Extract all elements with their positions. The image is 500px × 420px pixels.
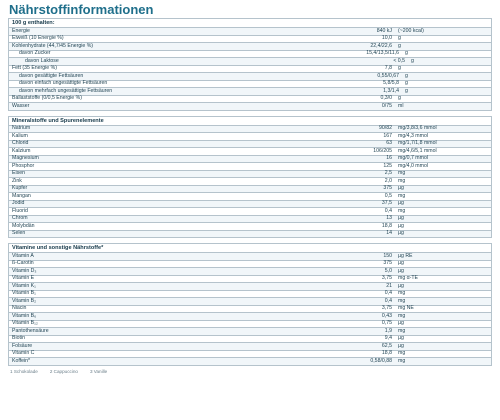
nutrient-unit: mg [398,177,406,184]
nutrient-label: Jodid [12,200,25,206]
section-heading: Mineralstoffe und Spurenelemente [9,117,491,126]
page-title: Nährstoffinformationen [9,2,154,17]
section-heading: 100 g enthalten: [9,19,491,28]
nutrient-value: 0,3/0 [380,95,392,101]
nutrient-label: Vitamin K₁ [12,282,36,289]
nutrient-label: Vitamin C [12,350,35,356]
nutrient-label: Niacin [12,305,27,311]
nutrient-label: Vitamin D₃ [12,267,37,274]
nutrient-unit: g [405,80,408,86]
nutrient-value: 0,4 [384,207,392,214]
nutrient-unit: µg [398,200,404,206]
nutrient-value: 10,0 [381,35,392,41]
nutrient-value: 0/75 [381,102,392,109]
nutrient-unit: mg [398,207,406,214]
nutrient-unit: g [405,87,408,94]
nutrient-value: 22,4/22,6 [370,42,392,49]
nutrient-value: 16 [386,155,392,161]
nutrient-unit: µg [398,222,404,229]
nutrient-value: 1,9 [384,327,392,334]
nutrient-unit: mg [398,312,406,319]
nutrient-label: Ballaststoffe (0/0,5 Energie %) [12,95,82,101]
nutrient-value: 63 [386,140,392,146]
nutrient-label: davon Zucker [19,50,51,56]
nutrient-value: 3,75 [381,275,392,281]
nutrient-label: Selen [12,230,26,236]
nutrient-label: Natrium [12,125,31,131]
nutrient-label: davon Laktose [25,57,59,64]
nutrient-label: Vitamin B₆ [12,312,37,319]
nutrient-value: 0,75 [381,320,392,326]
nutrient-unit: mg/4,0 mmol [398,162,428,169]
nutrient-value: 18,8 [381,350,392,356]
nutrient-unit: mg/3,8/3,6 mmol [398,125,437,131]
nutrient-label: Kalium [12,132,28,139]
nutrient-unit: mg [398,350,406,356]
nutrient-value: 0,5 [384,192,392,199]
nutrition-section [8,18,492,111]
nutrient-label: Fett (35 Energie %) [12,65,57,71]
nutrient-label: Magnesium [12,155,39,161]
table-row [9,231,491,239]
nutrient-value: 125 [383,162,392,169]
nutrient-value: 7,8 [384,65,392,71]
nutrient-label: davon mehrfach ungesättigte Fettsäuren [19,87,113,94]
section-heading: Vitamine und sonstige Nährstoffe* [9,244,491,253]
nutrient-unit: µg [398,282,404,289]
nutrient-unit: g [405,50,408,56]
nutrient-unit: µg [398,260,404,266]
nutrient-unit: µg [398,185,404,191]
nutrient-unit: mg [398,170,406,176]
nutrient-label: ß-Carotin [12,260,34,266]
nutrient-value: 90/82 [379,125,392,131]
nutrient-label: Vitamin A [12,252,34,259]
nutrition-section [8,116,492,239]
footer-legend-item: 3 Vanille [89,368,108,374]
nutrition-section [8,243,492,366]
table-row [9,358,491,366]
nutrient-unit: mg/0,7 mmol [398,155,428,161]
nutrient-label: Folsäure [12,342,33,349]
nutrient-value: 840 kJ [376,27,392,34]
nutrient-value: 18,8 [381,222,392,229]
nutrient-label: Vitamin B₁₂ [12,320,38,326]
nutrient-label: Energie [12,27,30,34]
nutrient-label: Eisen [12,170,25,176]
nutrient-unit: g [398,95,401,101]
nutrient-value: 0,58/0,88 [370,357,392,364]
footer-legend-item: 1 Schokolade [10,368,38,374]
nutrient-label: Vitamin B₁ [12,290,36,296]
nutrient-value: 2,5 [384,170,392,176]
nutrient-label: Wasser [12,102,30,109]
table-row [9,103,491,111]
nutrient-unit: µg RE [398,252,413,259]
nutrient-unit: mg/4,6/5,1 mmol [398,147,437,154]
nutrient-value: 5,0 [384,267,392,274]
nutrient-label: Eiweiß (10 Energie %) [12,35,64,41]
nutrient-value: 106/205 [373,147,392,154]
nutrient-value: 15,4/13,5/11,6 [366,50,399,56]
nutrient-label: Biotin [12,335,25,341]
nutrient-label: Chrom [12,215,28,221]
nutrient-unit: µg [398,342,404,349]
nutrient-unit: (~200 kcal) [398,27,424,34]
nutrient-unit: mg [398,357,406,364]
nutrient-unit: mg/4,3 mmol [398,132,428,139]
nutrient-label: Zink [12,177,22,184]
nutrient-unit: mg α-TE [398,275,419,281]
nutrient-value: 2,0 [384,177,392,184]
nutrient-unit: µg [398,320,404,326]
nutrient-value: 13 [386,215,392,221]
nutrient-unit: g [411,57,414,64]
nutrient-label: Phosphor [12,162,35,169]
nutrient-value: 0,43 [381,312,392,319]
nutrient-unit: µg [398,215,404,221]
nutrient-value: 5,8/5,8 [383,80,399,86]
nutrient-unit: ml [398,102,404,109]
nutrient-unit: mg [398,290,406,296]
nutrient-unit: g [398,35,401,41]
nutrient-label: Kupfer [12,185,28,191]
nutrient-value: 37,5 [381,200,392,206]
nutrient-label: davon einfach ungesättigte Fettsäuren [19,80,108,86]
nutrient-value: 167 [383,132,392,139]
nutrient-label: davon gesättigte Fettsäuren [19,72,84,79]
nutrient-label: Kohlenhydrate (44,7/45 Energie %) [12,42,94,49]
nutrient-value: 0,4 [384,290,392,296]
nutrient-value: 0,4 [384,297,392,304]
nutrient-unit: µg [398,267,404,274]
nutrient-unit: mg/1,7/1,8 mmol [398,140,437,146]
nutrient-value: 3,75 [381,305,392,311]
nutrient-label: Pantothensäure [12,327,49,334]
nutrient-unit: µg [398,335,404,341]
nutrient-unit: g [405,72,408,79]
nutrient-unit: mg [398,297,406,304]
nutrient-value: 0,55/0,67 [377,72,399,79]
nutrient-value: 375 [383,185,392,191]
nutrient-label: Molybdän [12,222,35,229]
footer-legend [8,369,492,374]
nutrient-value: < 0,5 [393,57,405,64]
nutrient-unit: mg [398,327,406,334]
nutrient-value: 62,5 [381,342,392,349]
footer-legend-item: 2 Cappuccino [49,368,78,374]
nutrient-unit: g [398,65,401,71]
nutrient-value: 9,4 [384,335,392,341]
nutrient-label: Mangan [12,192,31,199]
nutrient-unit: µg [398,230,404,236]
nutrient-label: Kalzium [12,147,31,154]
nutrient-label: Fluorid [12,207,28,214]
nutrient-label: Vitamin B₂ [12,297,37,304]
nutrient-value: 1,3/1,4 [383,87,399,94]
nutrient-label: Chlorid [12,140,29,146]
nutrient-value: 14 [386,230,392,236]
nutrient-unit: g [398,42,401,49]
nutrient-unit: mg NE [398,305,414,311]
nutrient-value: 150 [383,252,392,259]
nutrition-sections [8,18,492,366]
nutrient-value: 375 [383,260,392,266]
nutrient-value: 21 [386,282,392,289]
nutrient-label: Vitamin E [12,275,35,281]
nutrient-label: Koffein* [12,357,31,364]
nutrient-unit: mg [398,192,406,199]
